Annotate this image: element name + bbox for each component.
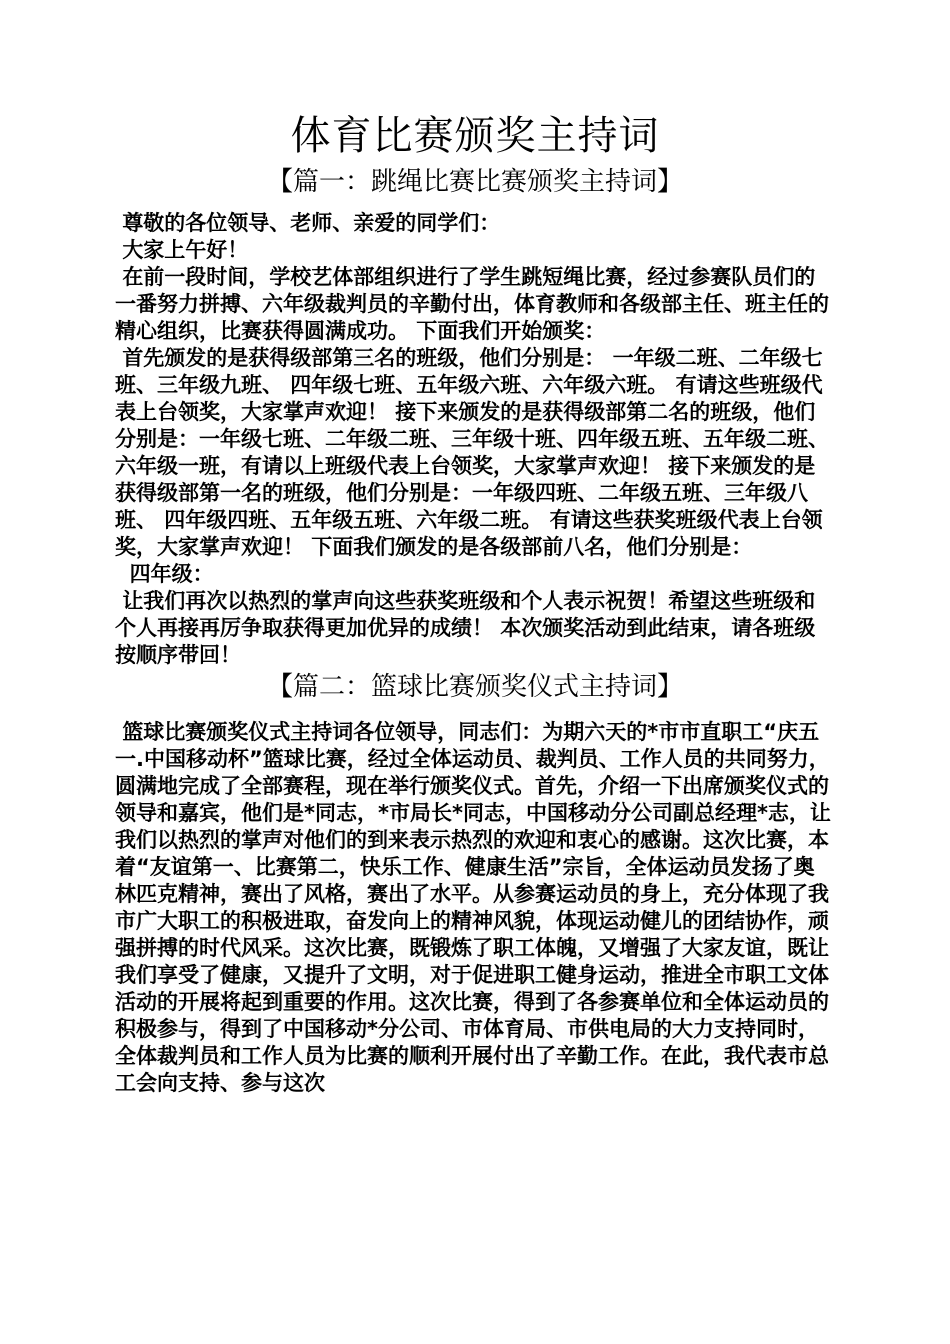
document-title: 体育比赛颁奖主持词 [290,113,660,159]
paragraph-awards: 首先颁发的是获得级部第三名的班级，他们分别是： 一年级二班、二年级七班、三年级九班、 四年级七班、五年级六班、六年级六班。 有请这些班级代表上台领奖，大家掌声欢迎！ 接下来颁发的是获得级部第二名的班级，他们分别是：一年级七班、二年级二班、三年级十班、四年级五班、五年级二班、六年级一班，有请以上班级代表上台领奖，大家掌声欢迎！ 接下来颁发的是获得级部第一名的班级，他们分别是：一年级四班、二年级五班、三年级八班、 四年级四班、五年级五班、六年级二班。 有请这些获奖班级代表上台领奖，大家掌声欢迎！ 下面我们颁发的是各级部前八名，他们分别是： [115,346,829,559]
section-heading-1: 【篇一：跳绳比赛比赛颁奖主持词】 [266,167,683,197]
paragraph-salutation: 尊敬的各位领导、老师、亲爱的同学们： [115,211,501,235]
paragraph-intro: 在前一段时间，学校艺体部组织进行了学生跳短绳比赛，经过参赛队员们的一番努力拼搏、六年级裁判员的辛勤付出，体育教师和各级部主任、班主任的精心组织，比赛获得圆满成功。 下面我们开始颁奖： [115,265,829,343]
section-heading-2: 【篇二：篮球比赛颁奖仪式主持词】 [266,672,683,702]
paragraph-basketball-speech: 篮球比赛颁奖仪式主持词各位领导，同志们：为期六天的*市市直职工“庆五一.中国移动杯”篮球比赛，经过全体运动员、裁判员、工作人员的共同努力，圆满地完成了全部赛程，现在举行颁奖仪式。首先，介绍一下出席颁奖仪式的领导和嘉宾，他们是*同志，*市局长*同志，中国移动分公司副总经理*志，让我们以热烈的掌声对他们的到来表示热烈的欢迎和衷心的感谢。这次比赛，本着“友谊第一、比赛第二，快乐工作、健康生活”宗旨，全体运动员发扬了奥林匹克精神，赛出了风格，赛出了水平。从参赛运动员的身上，充分体现了我市广大职工的积极进取，奋发向上的精神风貌，体现运动健儿的团结协作，顽强拼搏的时代风采。这次比赛，既锻炼了职工体魄，又增强了大家友谊，既让我们享受了健康，又提升了文明，对于促进职工健身运动，推进全市职工文体活动的开展将起到重要的作用。这次比赛，得到了各参赛单位和全体运动员的积极参与，得到了中国移动*分公司、市体育局、市供电局的大力支持同时，全体裁判员和工作人员为比赛的顺利开展付出了辛勤工作。在此，我代表市总工会向支持、参与这次 [115,720,831,1095]
paragraph-greeting: 大家上午好！ [115,238,249,262]
paragraph-closing: 让我们再次以热烈的掌声向这些获奖班级和个人表示祝贺！希望这些班级和个人再接再厉争取获得更加优异的成绩！ 本次颁奖活动到此结束，请各班级按顺序带回！ [115,589,816,667]
document-page [115,108,835,1097]
paragraph-grade-four: 四年级： [115,562,214,586]
